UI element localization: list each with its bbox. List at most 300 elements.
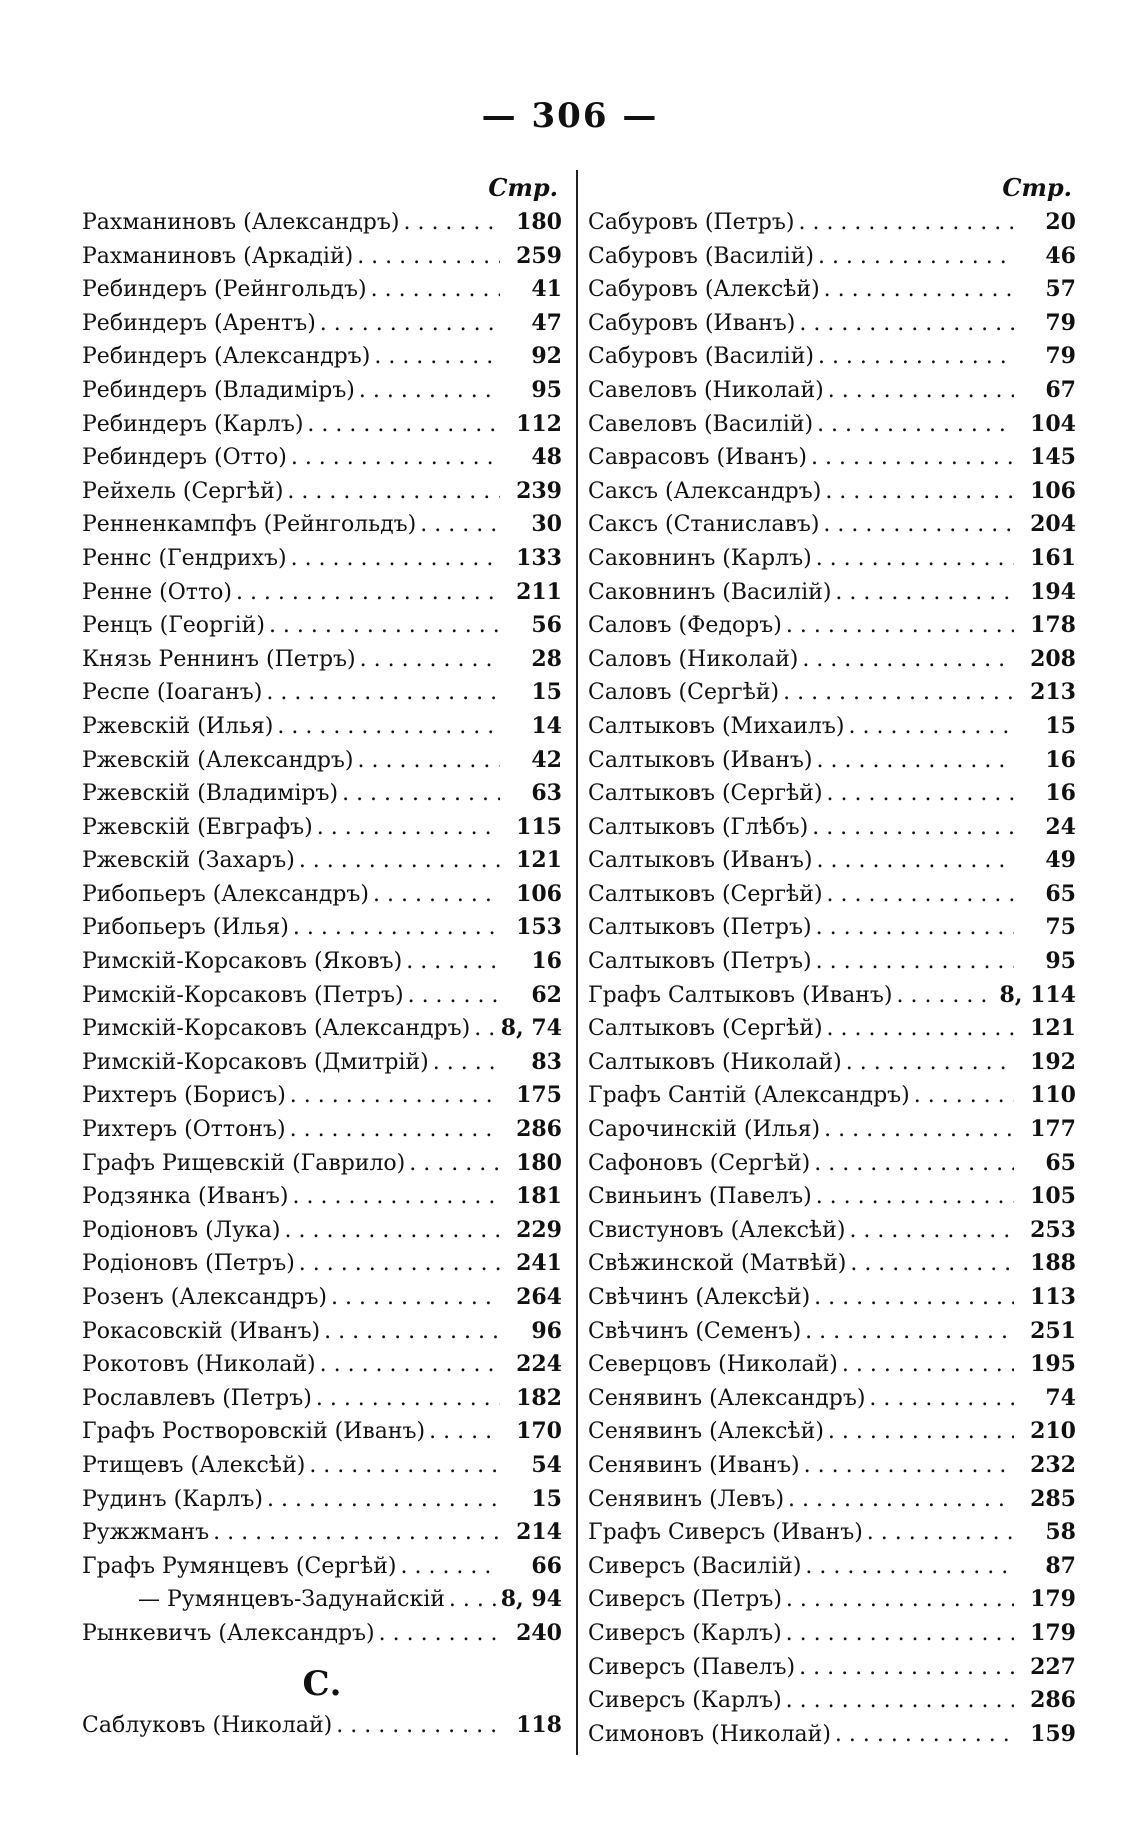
entry-name: Салтыковъ (Сергѣй)	[588, 781, 823, 807]
entry-name: Сиверсъ (Карлъ)	[588, 1688, 782, 1714]
entry-page-number: 110	[1030, 1082, 1076, 1109]
index-entry	[82, 710, 562, 744]
entry-page-number: 54	[531, 1451, 562, 1478]
index-entry	[588, 374, 1076, 408]
entry-page-number: 251	[1030, 1317, 1076, 1344]
entry-page-number: 96	[531, 1317, 562, 1344]
dot-leader	[814, 1281, 1014, 1315]
index-entry	[588, 1315, 1076, 1349]
entry-page-number: 232	[1030, 1451, 1076, 1478]
entry-name: Ребиндеръ (Отто)	[82, 445, 287, 471]
entry-name: Графъ Румянцевъ (Сергѣй)	[82, 1553, 397, 1579]
index-entry	[82, 1583, 562, 1617]
dot-leader	[406, 945, 500, 979]
right-page-header: Стр.	[1002, 173, 1072, 202]
index-entry	[588, 1113, 1076, 1147]
entry-name: Ржевскій (Владиміръ)	[82, 781, 339, 807]
index-entry	[588, 911, 1076, 945]
index-entry	[82, 1348, 562, 1382]
dot-leader	[409, 1147, 500, 1181]
entry-page-number: 41	[531, 276, 562, 303]
index-entry	[82, 1382, 562, 1416]
entry-page-number: 159	[1030, 1720, 1076, 1747]
entry-page-number: 30	[531, 511, 562, 538]
entry-name: Рославлевъ (Петръ)	[82, 1385, 312, 1411]
left-after-section-list	[82, 1709, 562, 1743]
entry-page-number: 62	[531, 981, 562, 1008]
index-entry	[588, 1079, 1076, 1113]
entry-name: Свѣчинъ (Семенъ)	[588, 1318, 802, 1344]
entry-name: Рахманиновъ (Аркадій)	[82, 243, 354, 269]
dot-leader	[799, 1651, 1014, 1685]
index-entry	[82, 206, 562, 240]
index-entry	[588, 1550, 1076, 1584]
entry-name: Салтыковъ (Петръ)	[588, 949, 812, 975]
index-entry	[588, 1247, 1076, 1281]
entry-name: Салтыковъ (Сергѣй)	[588, 881, 823, 907]
index-entry	[82, 307, 562, 341]
entry-page-number: 121	[516, 847, 562, 874]
dot-leader	[816, 945, 1014, 979]
dot-leader	[290, 1079, 500, 1113]
entry-name: Родіоновъ (Лука)	[82, 1217, 281, 1243]
entry-name: Графъ Сиверсъ (Иванъ)	[588, 1520, 863, 1546]
dot-leader	[307, 408, 500, 442]
entry-page-number: 241	[516, 1250, 562, 1277]
entry-name: Ржевскій (Захаръ)	[82, 848, 295, 874]
dot-leader	[299, 1247, 500, 1281]
dot-leader	[788, 1483, 1014, 1517]
dot-leader	[827, 878, 1014, 912]
dot-leader	[400, 1550, 500, 1584]
dot-leader	[817, 408, 1014, 442]
entry-page-number: 192	[1030, 1048, 1076, 1075]
dot-leader	[786, 609, 1014, 643]
dot-leader	[371, 273, 500, 307]
index-entry	[82, 408, 562, 442]
index-entry	[588, 273, 1076, 307]
entry-name: Ружжманъ	[82, 1520, 210, 1546]
index-entry	[82, 609, 562, 643]
dot-leader	[360, 643, 500, 677]
index-entry	[588, 475, 1076, 509]
dot-leader	[824, 273, 1014, 307]
dot-leader	[846, 1046, 1014, 1080]
entry-page-number: 286	[1030, 1687, 1076, 1714]
entry-name: Сабуровъ (Иванъ)	[588, 310, 796, 336]
index-entry	[588, 1214, 1076, 1248]
entry-page-number: 42	[531, 746, 562, 773]
entry-name: Ржевскій (Евграфъ)	[82, 814, 313, 840]
index-entry	[82, 744, 562, 778]
index-entry	[588, 542, 1076, 576]
section-letter: С.	[302, 1663, 342, 1704]
dot-leader	[835, 1718, 1014, 1752]
entry-page-number: 204	[1030, 511, 1076, 538]
entry-page-number: 24	[1045, 813, 1076, 840]
entry-page-number: 8, 114	[999, 981, 1076, 1008]
right-column	[588, 170, 1076, 1751]
entry-name: Рахманиновъ (Александръ)	[82, 210, 400, 235]
index-entry	[82, 1617, 562, 1651]
entry-page-number: 16	[531, 948, 562, 975]
index-entry	[588, 1583, 1076, 1617]
dot-leader	[811, 441, 1014, 475]
index-entry	[588, 1684, 1076, 1718]
dot-leader	[309, 1449, 500, 1483]
entry-name: Сиверсъ (Павелъ)	[588, 1654, 796, 1680]
dot-leader	[267, 1483, 500, 1517]
index-entry	[588, 1718, 1076, 1752]
dot-leader	[823, 508, 1014, 542]
index-entry	[588, 643, 1076, 677]
index-entry	[588, 1012, 1076, 1046]
dot-leader	[783, 676, 1014, 710]
index-entry	[588, 811, 1076, 845]
entry-page-number: 227	[1030, 1653, 1076, 1680]
index-entry	[82, 576, 562, 610]
entry-name: Римскій-Корсаковъ (Александръ)	[82, 1016, 471, 1042]
entry-page-number: 213	[1030, 679, 1076, 706]
index-entry	[82, 340, 562, 374]
dot-leader	[379, 1617, 500, 1651]
index-entry	[82, 1113, 562, 1147]
entry-page-number: 181	[516, 1183, 562, 1210]
index-entry	[588, 844, 1076, 878]
index-entry	[588, 1516, 1076, 1550]
left-page-header: Стр.	[488, 173, 558, 202]
index-entry	[82, 676, 562, 710]
index-entry	[588, 710, 1076, 744]
entry-name: Саловъ (Николай)	[588, 646, 799, 672]
index-entry	[588, 1348, 1076, 1382]
entry-page-number: 106	[1030, 477, 1076, 504]
entry-name: Сиверсъ (Василій)	[588, 1553, 802, 1579]
entry-page-number: 79	[1045, 309, 1076, 336]
index-entry	[82, 1550, 562, 1584]
entry-page-number: 63	[531, 780, 562, 807]
entry-page-number: 65	[1045, 880, 1076, 907]
entry-page-number: 179	[1030, 1619, 1076, 1646]
entry-name: Салтыковъ (Петръ)	[588, 915, 812, 941]
dot-leader	[331, 1281, 500, 1315]
dot-leader	[849, 710, 1015, 744]
entry-page-number: 47	[531, 309, 562, 336]
dot-leader	[842, 1348, 1014, 1382]
entry-page-number: 67	[1045, 376, 1076, 403]
entry-name: Салтыковъ (Михаилъ)	[588, 713, 845, 739]
dot-leader	[474, 1012, 497, 1046]
entry-page-number: 113	[1030, 1284, 1076, 1310]
entry-name: Ребиндеръ (Карлъ)	[82, 411, 304, 437]
dot-leader	[786, 1617, 1014, 1651]
entry-name: Сенявинъ (Иванъ)	[588, 1452, 800, 1478]
dot-leader	[290, 1113, 500, 1147]
entry-name: Ребиндеръ (Рейнгольдъ)	[82, 277, 367, 303]
index-entry	[588, 878, 1076, 912]
entry-name: Сабуровъ (Петръ)	[588, 210, 795, 235]
index-entry	[588, 240, 1076, 274]
left-column	[82, 170, 562, 1742]
entry-page-number: 92	[531, 343, 562, 370]
entry-name: Сенявинъ (Алексѣй)	[588, 1419, 824, 1445]
index-entry	[588, 744, 1076, 778]
entry-page-number: 79	[1045, 343, 1076, 370]
entry-name: Ребиндеръ (Арентъ)	[82, 310, 316, 336]
dot-leader	[357, 240, 500, 274]
entry-name: Свиньинъ (Павелъ)	[588, 1184, 812, 1210]
dot-leader	[814, 1147, 1014, 1181]
dot-leader	[433, 1046, 500, 1080]
dot-leader	[266, 676, 500, 710]
dot-leader	[824, 1113, 1014, 1147]
dot-leader	[817, 744, 1015, 778]
dot-leader	[277, 710, 500, 744]
dot-leader	[317, 811, 500, 845]
entry-name: Сенявинъ (Левъ)	[588, 1486, 785, 1512]
index-entry	[588, 408, 1076, 442]
entry-name: Симоновъ (Николай)	[588, 1721, 831, 1747]
index-entry	[82, 1516, 562, 1550]
entry-name: Салтыковъ (Иванъ)	[588, 848, 813, 874]
index-entry	[588, 1382, 1076, 1416]
dot-leader	[805, 1315, 1014, 1349]
entry-page-number: 56	[531, 612, 562, 639]
index-entry	[588, 1617, 1076, 1651]
dot-leader	[293, 911, 500, 945]
entry-name: Ртищевъ (Алексѣй)	[82, 1452, 306, 1478]
dot-leader	[816, 1180, 1014, 1214]
entry-page-number: 180	[516, 209, 562, 235]
entry-page-number: 178	[1030, 612, 1076, 639]
dot-leader	[449, 1583, 497, 1617]
entry-page-number: 48	[531, 444, 562, 471]
entry-name: Рокасовскій (Иванъ)	[82, 1318, 321, 1344]
entry-page-number: 121	[1030, 1015, 1076, 1042]
index-entry	[82, 374, 562, 408]
index-entry	[82, 811, 562, 845]
dot-leader	[850, 1247, 1014, 1281]
index-entry	[82, 1247, 562, 1281]
index-entry	[82, 1281, 562, 1315]
dot-leader	[336, 1709, 500, 1743]
dot-leader	[818, 340, 1014, 374]
entry-name: Саловъ (Федоръ)	[588, 613, 782, 639]
dot-leader	[420, 508, 500, 542]
entry-page-number: 264	[516, 1284, 562, 1310]
entry-page-number: 20	[1045, 209, 1076, 235]
entry-name: Реннс (Гендрихъ)	[82, 545, 287, 571]
index-entry	[82, 542, 562, 576]
entry-name: Римскій-Корсаковъ (Яковъ)	[82, 949, 403, 975]
index-entry	[588, 1415, 1076, 1449]
dot-leader	[798, 206, 1014, 240]
entry-name: Северцовъ (Николай)	[588, 1352, 838, 1378]
index-entry	[82, 1709, 562, 1743]
entry-page-number: 153	[516, 914, 562, 941]
index-entry	[82, 240, 562, 274]
entry-page-number: 208	[1030, 645, 1076, 672]
dot-leader	[320, 1348, 500, 1382]
dot-leader	[828, 374, 1014, 408]
entry-page-number: 105	[1030, 1183, 1076, 1210]
index-entry	[588, 609, 1076, 643]
entry-name: Ренцъ (Георгій)	[82, 613, 265, 639]
dot-leader	[786, 1684, 1014, 1718]
dot-leader	[828, 1415, 1014, 1449]
index-entry	[82, 1214, 562, 1248]
index-entry	[82, 1483, 562, 1517]
dot-leader	[291, 542, 500, 576]
entry-name: Салтыковъ (Сергѣй)	[588, 1016, 823, 1042]
dot-leader	[869, 1382, 1014, 1416]
entry-page-number: 145	[1030, 444, 1076, 471]
dot-leader	[816, 542, 1014, 576]
dot-leader	[293, 1180, 500, 1214]
entry-name: Респе (Іоаганъ)	[82, 680, 263, 706]
entry-page-number: 286	[516, 1116, 562, 1143]
index-entry	[588, 206, 1076, 240]
dot-leader	[269, 609, 500, 643]
entry-name: Савеловъ (Николай)	[588, 377, 824, 403]
entry-name: Свѣжинской (Матвѣй)	[588, 1251, 847, 1277]
dot-leader	[403, 206, 500, 240]
entry-name: Рокотовъ (Николай)	[82, 1352, 316, 1378]
index-entry	[588, 1046, 1076, 1080]
entry-page-number: 112	[516, 410, 562, 437]
entry-page-number: 214	[516, 1519, 562, 1546]
index-entry	[588, 1449, 1076, 1483]
dot-leader	[914, 1079, 1014, 1113]
entry-page-number: 259	[516, 242, 562, 269]
dot-leader	[818, 240, 1014, 274]
index-entry	[82, 844, 562, 878]
dot-leader	[827, 1012, 1014, 1046]
entry-page-number: 211	[516, 578, 562, 605]
entry-page-number: 104	[1030, 410, 1076, 437]
index-entry	[82, 441, 562, 475]
entry-name: Графъ Рищевскій (Гаврило)	[82, 1150, 406, 1176]
entry-page-number: 46	[1045, 242, 1076, 269]
entry-page-number: 15	[531, 679, 562, 706]
entry-page-number: 240	[516, 1619, 562, 1646]
dot-leader	[342, 777, 500, 811]
entry-page-number: 161	[1030, 544, 1076, 571]
entry-page-number: 95	[1045, 948, 1076, 975]
entry-page-number: 28	[531, 645, 562, 672]
entry-name: Графъ Салтыковъ (Иванъ)	[588, 982, 893, 1008]
index-entry	[82, 1046, 562, 1080]
entry-name: Рихтеръ (Борисъ)	[82, 1083, 286, 1109]
entry-page-number: 170	[516, 1418, 562, 1445]
index-entry	[82, 911, 562, 945]
dot-leader	[359, 374, 500, 408]
entry-page-number: 285	[1030, 1485, 1076, 1512]
index-entry	[82, 1012, 562, 1046]
index-entry	[588, 1483, 1076, 1517]
index-entry	[82, 945, 562, 979]
entry-page-number: 188	[1030, 1250, 1076, 1277]
entry-page-number: 253	[1030, 1216, 1076, 1243]
dot-leader	[429, 1415, 500, 1449]
dot-leader	[817, 844, 1015, 878]
dot-leader	[835, 576, 1014, 610]
entry-name: Свѣчинъ (Алексѣй)	[588, 1285, 811, 1310]
entry-page-number: 210	[1030, 1418, 1076, 1445]
index-entry	[588, 576, 1076, 610]
column-divider	[576, 170, 578, 1755]
dot-leader	[867, 1516, 1014, 1550]
index-entry	[82, 878, 562, 912]
entry-page-number: 15	[1045, 712, 1076, 739]
entry-name: Саксъ (Станиславъ)	[588, 512, 820, 538]
index-entry	[588, 340, 1076, 374]
dot-leader	[802, 643, 1014, 677]
entry-page-number: 49	[1045, 847, 1076, 874]
entry-name: Свистуновъ (Алексѣй)	[588, 1217, 846, 1243]
entry-page-number: 180	[516, 1149, 562, 1176]
dot-leader	[285, 1214, 501, 1248]
dot-leader	[799, 307, 1014, 341]
left-entry-list	[82, 206, 562, 1651]
entry-page-number: 106	[516, 880, 562, 907]
entry-page-number: 194	[1030, 578, 1076, 605]
entry-page-number: 58	[1045, 1519, 1076, 1546]
dot-leader	[213, 1516, 500, 1550]
entry-name: Саловъ (Сергѣй)	[588, 680, 780, 706]
entry-name: Графъ Сантій (Александръ)	[588, 1083, 910, 1109]
entry-name: Савеловъ (Василій)	[588, 411, 814, 437]
entry-name: Саковнинъ (Василій)	[588, 579, 832, 605]
entry-page-number: 175	[516, 1082, 562, 1109]
page-number: — 306 —	[481, 96, 659, 136]
entry-name: Рудинъ (Карлъ)	[82, 1486, 263, 1512]
index-entry	[82, 1315, 562, 1349]
entry-name: Сабуровъ (Алексѣй)	[588, 277, 820, 303]
entry-name: Князь Реннинъ (Петръ)	[82, 646, 356, 672]
entry-name: Римскій-Корсаковъ (Дмитрій)	[82, 1049, 429, 1075]
entry-name: Ренненкампфъ (Рейнгольдъ)	[82, 512, 417, 538]
entry-name: Ржевскій (Илья)	[82, 713, 274, 739]
entry-page-number: 239	[516, 477, 562, 504]
entry-name: Сарочинскій (Илья)	[588, 1117, 821, 1143]
entry-name: Графъ Ростворовскій (Иванъ)	[82, 1419, 426, 1445]
entry-name: Ренне (Отто)	[82, 579, 232, 605]
dot-leader	[287, 475, 500, 509]
entry-name: Сиверсъ (Петръ)	[588, 1587, 782, 1613]
entry-page-number: 224	[516, 1351, 562, 1378]
entry-name: Сафоновъ (Сергѣй)	[588, 1150, 811, 1176]
entry-page-number: 133	[516, 544, 562, 571]
entry-name: Саврасовъ (Иванъ)	[588, 445, 807, 471]
entry-name: Рейхель (Сергѣй)	[82, 478, 284, 504]
right-entry-list	[588, 206, 1076, 1751]
entry-page-number: 66	[531, 1552, 562, 1579]
index-entry	[588, 777, 1076, 811]
index-entry	[82, 1449, 562, 1483]
entry-page-number: 179	[1030, 1586, 1076, 1613]
index-entry	[82, 1415, 562, 1449]
entry-name: Рихтеръ (Оттонъ)	[82, 1117, 286, 1143]
index-entry	[82, 273, 562, 307]
entry-page-number: 65	[1045, 1149, 1076, 1176]
entry-page-number: 15	[531, 1485, 562, 1512]
index-entry	[588, 676, 1076, 710]
entry-name: Ребиндеръ (Владиміръ)	[82, 377, 355, 403]
index-entry	[82, 508, 562, 542]
index-entry	[588, 1651, 1076, 1685]
entry-name: Сенявинъ (Александръ)	[588, 1385, 866, 1411]
